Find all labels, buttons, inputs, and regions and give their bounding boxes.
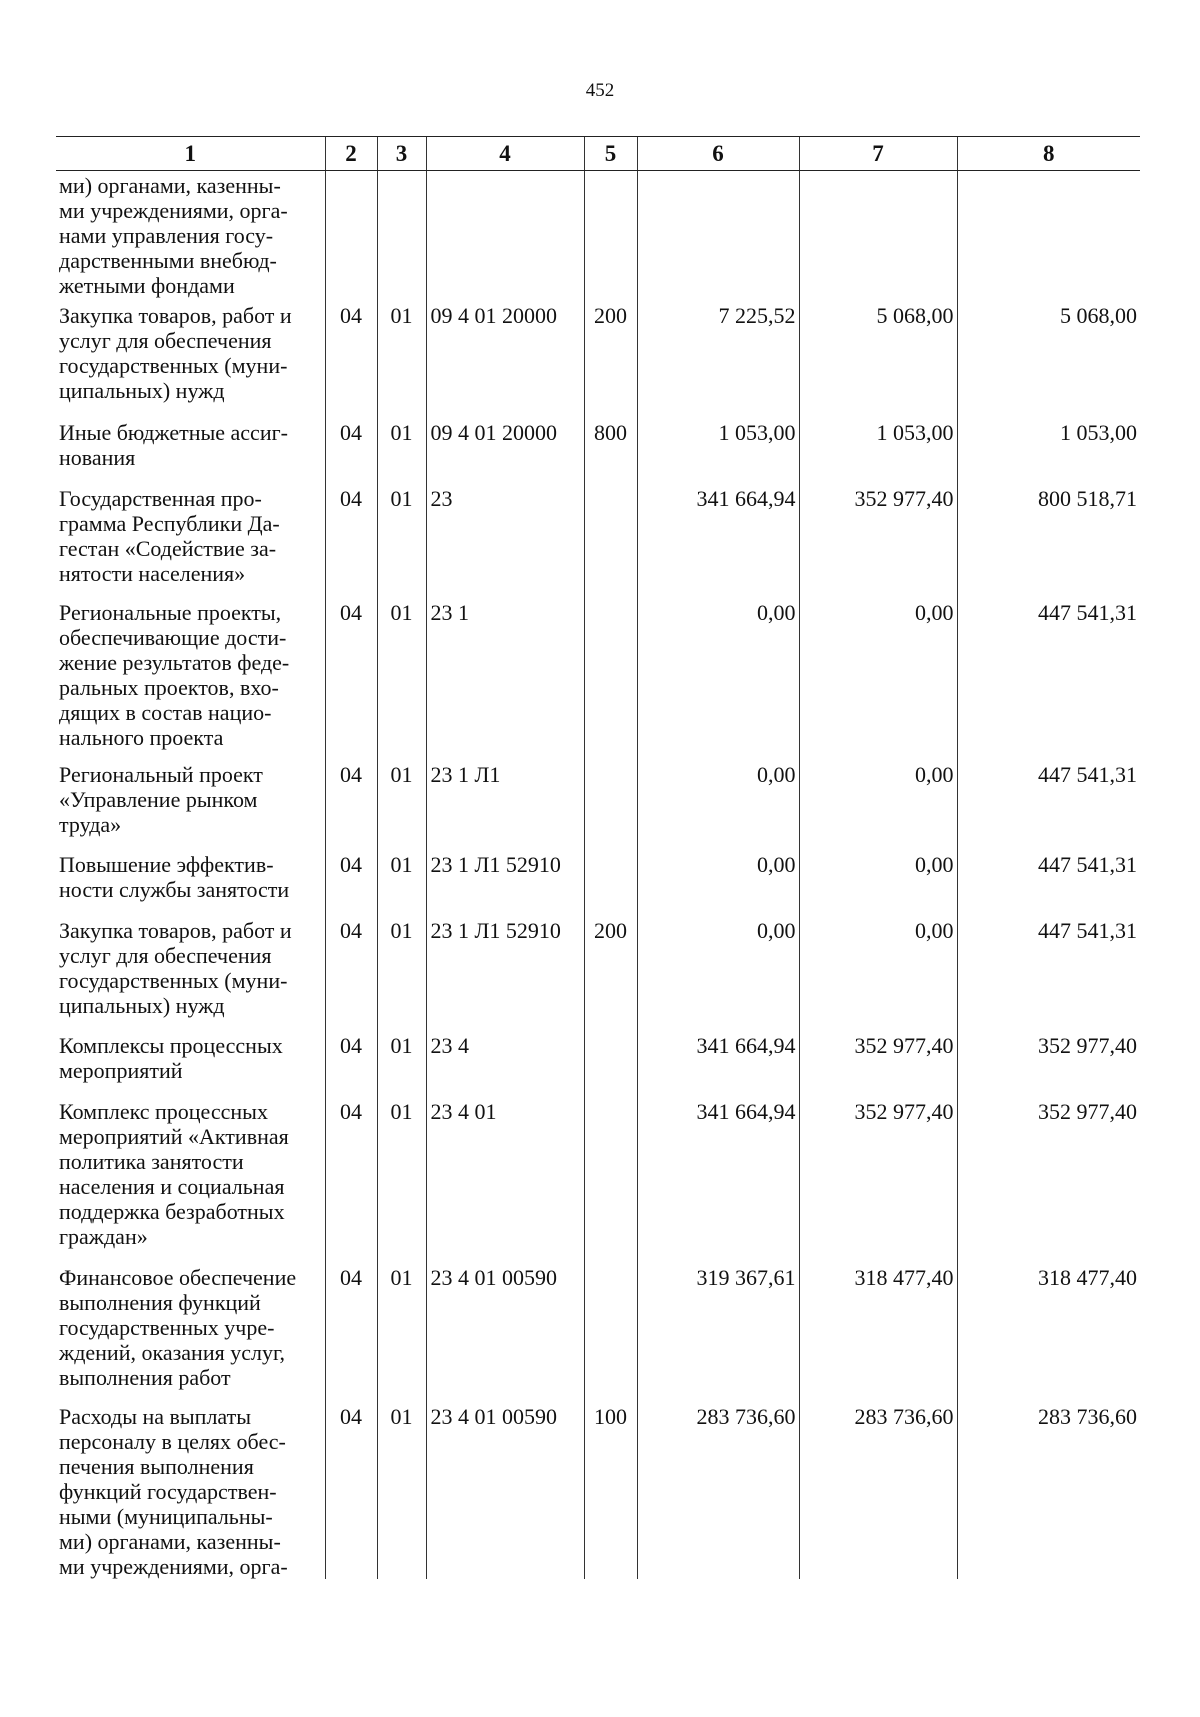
row-subsection-text: 01 (390, 918, 413, 943)
row-section-text: 04 (340, 1265, 362, 1290)
row-amount-year2-text: 318 477,40 (854, 1265, 954, 1290)
row-target-article-cell (426, 481, 584, 595)
row-expense-type-cell (584, 1028, 637, 1094)
row-target-article-text: 23 1 (430, 600, 469, 625)
row-section-text: 04 (340, 303, 362, 328)
row-name-text: Государственная про- грамма Республики Да- гестан «Содействие за- нятости населения» (59, 486, 280, 586)
row-amount-year3-cell (957, 481, 1140, 595)
row-section-text: 04 (340, 762, 362, 787)
row-amount-year1-cell (637, 171, 799, 299)
row-target-article-text: 23 4 01 00590 (430, 1265, 557, 1290)
row-expense-type-text: 800 (594, 420, 627, 445)
row-name-text: Закупка товаров, работ и услуг для обеспечения государственных (муни- ципальных) нужд (59, 918, 292, 1018)
table-row (56, 595, 1140, 757)
row-section-text: 04 (340, 600, 362, 625)
row-section-text: 04 (340, 1099, 362, 1124)
row-target-article-cell (426, 1094, 584, 1260)
row-amount-year1-text: 283 736,60 (696, 1404, 796, 1429)
column-header-7: 7 (799, 137, 957, 171)
row-section-text: 04 (340, 852, 362, 877)
row-amount-year3-text: 800 518,71 (1038, 486, 1137, 511)
row-name-text: Иные бюджетные ассиг- нования (59, 420, 288, 470)
row-target-article-cell (426, 1399, 584, 1579)
row-section-cell (325, 1399, 377, 1579)
row-target-article-cell (426, 415, 584, 481)
row-amount-year2-text: 352 977,40 (854, 1099, 954, 1124)
row-target-article-text: 23 (430, 486, 453, 511)
row-name-cell (56, 171, 325, 299)
column-header-2: 2 (325, 137, 377, 171)
row-target-article-text: 23 4 01 00590 (430, 1404, 557, 1429)
row-subsection-text: 01 (390, 1404, 413, 1429)
row-subsection-cell (377, 415, 426, 481)
row-amount-year1-cell (637, 757, 799, 847)
row-amount-year3-text: 447 541,31 (1038, 918, 1137, 943)
row-amount-year1-cell (637, 1094, 799, 1260)
row-amount-year3-cell (957, 171, 1140, 299)
row-amount-year2-cell (799, 481, 957, 595)
row-amount-year1-text: 0,00 (757, 600, 796, 625)
row-subsection-cell (377, 171, 426, 299)
table-row (56, 298, 1140, 415)
row-amount-year1-cell (637, 1028, 799, 1094)
row-amount-year2-text: 0,00 (915, 918, 954, 943)
row-section-cell (325, 913, 377, 1028)
row-amount-year3-text: 447 541,31 (1038, 600, 1137, 625)
row-amount-year3-text: 352 977,40 (1038, 1033, 1137, 1058)
row-amount-year1-cell (637, 1260, 799, 1399)
row-amount-year2-cell (799, 595, 957, 757)
row-expense-type-cell (584, 913, 637, 1028)
row-name-cell (56, 847, 325, 913)
row-amount-year2-cell (799, 1094, 957, 1260)
row-amount-year1-cell (637, 1399, 799, 1579)
row-section-text: 04 (340, 486, 362, 511)
row-target-article-cell (426, 1260, 584, 1399)
row-target-article-text: 23 4 01 (430, 1099, 497, 1124)
row-amount-year2-cell (799, 1260, 957, 1399)
row-amount-year3-text: 318 477,40 (1038, 1265, 1137, 1290)
row-section-cell (325, 1094, 377, 1260)
row-section-cell (325, 757, 377, 847)
row-section-cell (325, 415, 377, 481)
row-subsection-cell (377, 757, 426, 847)
row-amount-year3-cell (957, 1028, 1140, 1094)
row-subsection-text: 01 (390, 486, 413, 511)
row-subsection-text: 01 (390, 762, 413, 787)
row-amount-year1-cell (637, 913, 799, 1028)
row-amount-year3-text: 352 977,40 (1038, 1099, 1137, 1124)
row-expense-type-cell (584, 1094, 637, 1260)
table-row (56, 1399, 1140, 1579)
row-name-cell (56, 757, 325, 847)
row-name-text: Закупка товаров, работ и услуг для обеспечения государственных (муни- ципальных) нужд (59, 303, 292, 403)
row-name-text: Расходы на выплаты персоналу в целях обес- печения выполнения функций государствен- ными (муниципальны- ми) органами, казенны- ми учреждениями, орга- (59, 1404, 288, 1579)
table-row (56, 913, 1140, 1028)
row-expense-type-cell (584, 298, 637, 415)
row-expense-type-cell (584, 595, 637, 757)
row-amount-year3-text: 283 736,60 (1038, 1404, 1137, 1429)
table-row (56, 1094, 1140, 1260)
column-header-8: 8 (957, 137, 1140, 171)
row-subsection-text: 01 (390, 852, 413, 877)
row-section-text: 04 (340, 918, 362, 943)
row-amount-year2-text: 0,00 (915, 762, 954, 787)
table-row (56, 415, 1140, 481)
row-subsection-cell (377, 298, 426, 415)
row-amount-year1-text: 0,00 (757, 852, 796, 877)
row-amount-year2-cell (799, 913, 957, 1028)
row-subsection-cell (377, 1028, 426, 1094)
row-subsection-cell (377, 1399, 426, 1579)
budget-table (56, 136, 1140, 1579)
row-subsection-cell (377, 1260, 426, 1399)
column-header-6: 6 (637, 137, 799, 171)
table-row (56, 171, 1140, 299)
page-number: 452 (585, 80, 615, 101)
row-subsection-cell (377, 913, 426, 1028)
row-amount-year1-cell (637, 847, 799, 913)
row-amount-year2-cell (799, 847, 957, 913)
column-header-4: 4 (426, 137, 584, 171)
row-name-text: Региональный проект «Управление рынком труда» (59, 762, 263, 837)
row-name-cell (56, 595, 325, 757)
row-section-cell (325, 847, 377, 913)
row-section-cell (325, 298, 377, 415)
row-amount-year3-text: 1 053,00 (1060, 420, 1137, 445)
row-amount-year1-text: 0,00 (757, 918, 796, 943)
row-amount-year2-cell (799, 171, 957, 299)
row-section-text: 04 (340, 420, 362, 445)
row-name-cell (56, 298, 325, 415)
row-section-cell (325, 481, 377, 595)
row-target-article-text: 23 1 Л1 52910 (430, 852, 561, 877)
row-target-article-text: 09 4 01 20000 (430, 420, 557, 445)
row-expense-type-cell (584, 757, 637, 847)
row-amount-year3-cell (957, 1260, 1140, 1399)
row-section-cell (325, 1260, 377, 1399)
table-body (56, 171, 1140, 1580)
row-amount-year1-text: 319 367,61 (696, 1265, 796, 1290)
row-amount-year2-text: 1 053,00 (876, 420, 954, 445)
row-name-cell (56, 481, 325, 595)
row-amount-year2-text: 0,00 (915, 852, 954, 877)
row-expense-type-cell (584, 1260, 637, 1399)
header-row (56, 137, 1140, 171)
row-section-cell (325, 1028, 377, 1094)
row-expense-type-cell (584, 171, 637, 299)
row-target-article-cell (426, 298, 584, 415)
row-section-text: 04 (340, 1033, 362, 1058)
row-amount-year1-text: 7 225,52 (718, 303, 796, 328)
row-target-article-text: 09 4 01 20000 (430, 303, 557, 328)
row-amount-year2-text: 0,00 (915, 600, 954, 625)
row-subsection-cell (377, 847, 426, 913)
row-subsection-text: 01 (390, 600, 413, 625)
row-amount-year2-text: 352 977,40 (854, 486, 954, 511)
column-header-3: 3 (377, 137, 426, 171)
row-amount-year3-cell (957, 1399, 1140, 1579)
row-amount-year2-text: 352 977,40 (854, 1033, 954, 1058)
row-section-cell (325, 171, 377, 299)
row-amount-year3-cell (957, 1094, 1140, 1260)
row-amount-year3-text: 447 541,31 (1038, 852, 1137, 877)
row-subsection-text: 01 (390, 1033, 413, 1058)
row-expense-type-cell (584, 847, 637, 913)
row-name-cell (56, 1399, 325, 1579)
row-amount-year2-text: 5 068,00 (876, 303, 954, 328)
row-target-article-cell (426, 913, 584, 1028)
table-row (56, 481, 1140, 595)
row-name-text: Комплекс процессных мероприятий «Активная политика занятости населения и социальная поддержка безработных граждан» (59, 1099, 289, 1249)
table-row (56, 1260, 1140, 1399)
row-expense-type-text: 100 (594, 1404, 627, 1429)
row-section-text: 04 (340, 1404, 362, 1429)
row-subsection-text: 01 (390, 420, 413, 445)
row-amount-year1-text: 341 664,94 (696, 1099, 796, 1124)
row-amount-year3-text: 5 068,00 (1060, 303, 1137, 328)
row-name-cell (56, 1028, 325, 1094)
row-expense-type-cell (584, 481, 637, 595)
row-name-cell (56, 415, 325, 481)
row-target-article-cell (426, 1028, 584, 1094)
row-amount-year2-cell (799, 1028, 957, 1094)
row-name-text: Региональные проекты, обеспечивающие дости- жение результатов феде- ральных проектов, вхо- дящих в состав нацио- нального проекта (59, 600, 290, 750)
row-amount-year3-cell (957, 757, 1140, 847)
row-expense-type-text: 200 (594, 918, 627, 943)
row-amount-year3-cell (957, 298, 1140, 415)
row-amount-year1-text: 1 053,00 (718, 420, 796, 445)
row-amount-year1-text: 341 664,94 (696, 1033, 796, 1058)
column-header-5: 5 (584, 137, 637, 171)
row-amount-year3-cell (957, 913, 1140, 1028)
row-name-text: Повышение эффектив- ности службы занятости (59, 852, 290, 902)
row-amount-year2-cell (799, 298, 957, 415)
row-target-article-text: 23 1 Л1 52910 (430, 918, 561, 943)
row-target-article-cell (426, 757, 584, 847)
table-row (56, 757, 1140, 847)
row-amount-year3-cell (957, 847, 1140, 913)
column-header-1: 1 (56, 137, 325, 171)
row-amount-year1-cell (637, 415, 799, 481)
row-name-text: Комплексы процессных мероприятий (59, 1033, 283, 1083)
row-target-article-cell (426, 595, 584, 757)
row-expense-type-cell (584, 1399, 637, 1579)
row-name-text: Финансовое обеспечение выполнения функций государственных учре- ждений, оказания услуг, выполнения работ (59, 1265, 297, 1390)
row-amount-year2-cell (799, 415, 957, 481)
row-name-cell (56, 1260, 325, 1399)
row-amount-year2-cell (799, 1399, 957, 1579)
row-subsection-cell (377, 1094, 426, 1260)
row-target-article-cell (426, 171, 584, 299)
row-name-text: ми) органами, казенны- ми учреждениями, орга- нами управления госу- дарственными внебюд- жетными фондами (59, 173, 288, 298)
row-subsection-cell (377, 595, 426, 757)
row-amount-year1-text: 341 664,94 (696, 486, 796, 511)
row-target-article-text: 23 4 (430, 1033, 469, 1058)
row-expense-type-text: 200 (594, 303, 627, 328)
row-amount-year1-cell (637, 595, 799, 757)
row-amount-year2-text: 283 736,60 (854, 1404, 954, 1429)
row-amount-year3-cell (957, 595, 1140, 757)
row-amount-year3-text: 447 541,31 (1038, 762, 1137, 787)
row-subsection-cell (377, 481, 426, 595)
table-row (56, 1028, 1140, 1094)
row-subsection-text: 01 (390, 1099, 413, 1124)
row-name-cell (56, 1094, 325, 1260)
row-subsection-text: 01 (390, 1265, 413, 1290)
table-row (56, 847, 1140, 913)
row-expense-type-cell (584, 415, 637, 481)
row-amount-year1-cell (637, 481, 799, 595)
row-amount-year1-text: 0,00 (757, 762, 796, 787)
row-section-cell (325, 595, 377, 757)
row-amount-year1-cell (637, 298, 799, 415)
row-target-article-cell (426, 847, 584, 913)
row-name-cell (56, 913, 325, 1028)
row-subsection-text: 01 (390, 303, 413, 328)
row-amount-year3-cell (957, 415, 1140, 481)
row-amount-year2-cell (799, 757, 957, 847)
row-target-article-text: 23 1 Л1 (430, 762, 501, 787)
